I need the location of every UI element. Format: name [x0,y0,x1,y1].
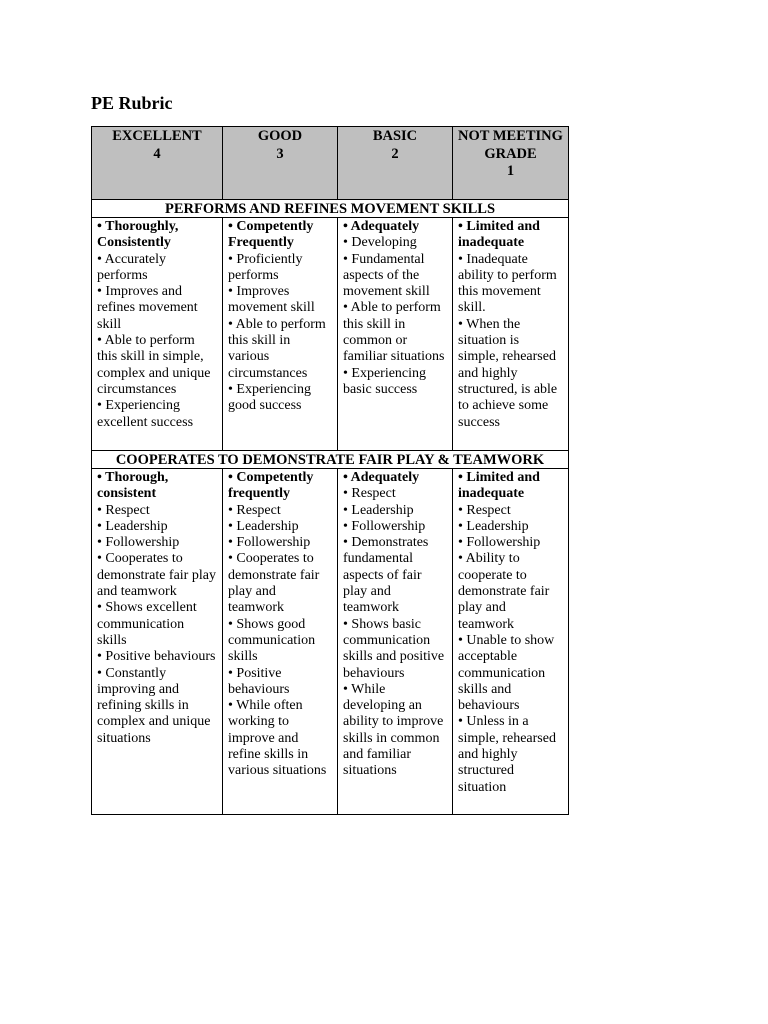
cell-item: • Experiencing basic success [343,365,427,397]
section-title-row [92,451,569,469]
cell-item: • When the situation is simple, rehearsed and highly structured, is able to achieve some success [458,316,558,430]
rubric-cell [453,469,569,815]
rubric-table [91,126,569,815]
level-name: GOOD [257,128,303,144]
cell-item: • Followership [458,535,541,551]
cell-item: • Experiencing excellent success [97,398,194,430]
cell-item: • Cooperates to demonstrate fair play and teamwork [228,551,320,616]
level-header-basic [338,127,453,200]
section-title-row [92,200,569,218]
cell-item: • Improves and refines movement skill [97,284,198,332]
cell-item: • Accurately performs [97,251,167,283]
cell-item: • Followership [97,535,180,551]
rubric-cell [223,469,338,815]
section-title-movement-skills: PERFORMS AND REFINES MOVEMENT SKILLS [92,200,569,218]
section-title-fair-play-teamwork: COOPERATES TO DEMONSTRATE FAIR PLAY & TEAMWORK [92,451,569,469]
level-score: 4 [153,145,161,162]
cell-item: • Able to perform this skill in common or familiar situations [343,300,445,365]
cell-item: • While developing an ability to improve skills in common and familiar situations [343,681,444,779]
cell-item: • Developing [343,235,417,251]
cell-item: • Shows basic communication skills and positive behaviours [343,616,445,681]
cell-item: • Ability to cooperate to demonstrate fair play and teamwork [458,551,550,632]
level-score: 3 [276,145,284,162]
level-name: NOT MEETING GRADE [458,128,563,162]
cell-lead-item: • Adequately [343,470,420,485]
cell-item: • Leadership [343,502,414,518]
cell-item: • Respect [97,502,150,518]
level-name: BASIC [372,128,418,144]
level-name: EXCELLENT [112,128,202,144]
document-title: PE Rubric [91,93,173,113]
cell-item: • Positive behaviours [97,649,216,665]
cell-item: • Leadership [458,518,529,534]
rubric-cell [92,469,223,815]
level-header-excellent [92,127,223,200]
cell-item: • Demonstrates fundamental aspects of fair play and teamwork [343,535,429,616]
cell-item: • Respect [458,502,511,518]
rubric-cell [453,218,569,451]
cell-lead-item: • Thoroughly, Consistently [97,219,179,251]
cell-lead-item: • Adequately [343,219,420,234]
cell-item: • Unable to show acceptable communication skills and behaviours [458,632,555,714]
section-content-row [92,218,569,451]
level-header-row [92,127,569,200]
cell-item: • Cooperates to demonstrate fair play and teamwork [97,551,216,600]
cell-item: • While often working to improve and refine skills in various situations [228,698,327,779]
level-header-good [223,127,338,200]
rubric-cell [338,218,453,451]
section-content-row [92,469,569,815]
cell-item: • Shows good communication skills [228,616,316,665]
cell-item: • Leadership [228,518,299,534]
level-score: 2 [391,145,399,162]
cell-item: • Unless in a simple, rehearsed and highly structured situation [458,714,556,795]
cell-item: • Fundamental aspects of the movement skill [343,251,430,300]
cell-item: • Followership [343,518,426,534]
cell-item: • Inadequate ability to perform this movement skill. [458,251,557,316]
rubric-cell [223,218,338,451]
cell-item: • Followership [228,535,311,551]
cell-lead-item: • Thorough, consistent [97,470,169,502]
cell-item: • Shows excellent communication skills [97,600,197,648]
cell-lead-item: • Limited and inadequate [458,470,540,502]
cell-item: • Able to perform this skill in simple, complex and unique circumstances [97,333,211,397]
rubric-cell [338,469,453,815]
level-header-not-meeting-grade [453,127,569,200]
cell-lead-item: • Limited and inadequate [458,219,540,251]
cell-item: • Able to perform this skill in various circumstances [228,316,326,381]
level-score: 1 [506,163,515,179]
cell-lead-item: • Competently Frequently [228,219,314,251]
cell-item: • Constantly improving and refining skills in complex and unique situations [97,665,211,746]
cell-item: • Positive behaviours [228,665,290,697]
cell-item: • Proficiently performs [228,251,303,283]
cell-item: • Respect [343,486,396,502]
cell-item: • Experiencing good success [228,381,312,414]
cell-item: • Respect [228,502,281,518]
cell-item: • Leadership [97,518,168,534]
cell-lead-item: • Competently frequently [228,470,314,502]
rubric-cell [92,218,223,451]
cell-item: • Improves movement skill [228,284,315,316]
